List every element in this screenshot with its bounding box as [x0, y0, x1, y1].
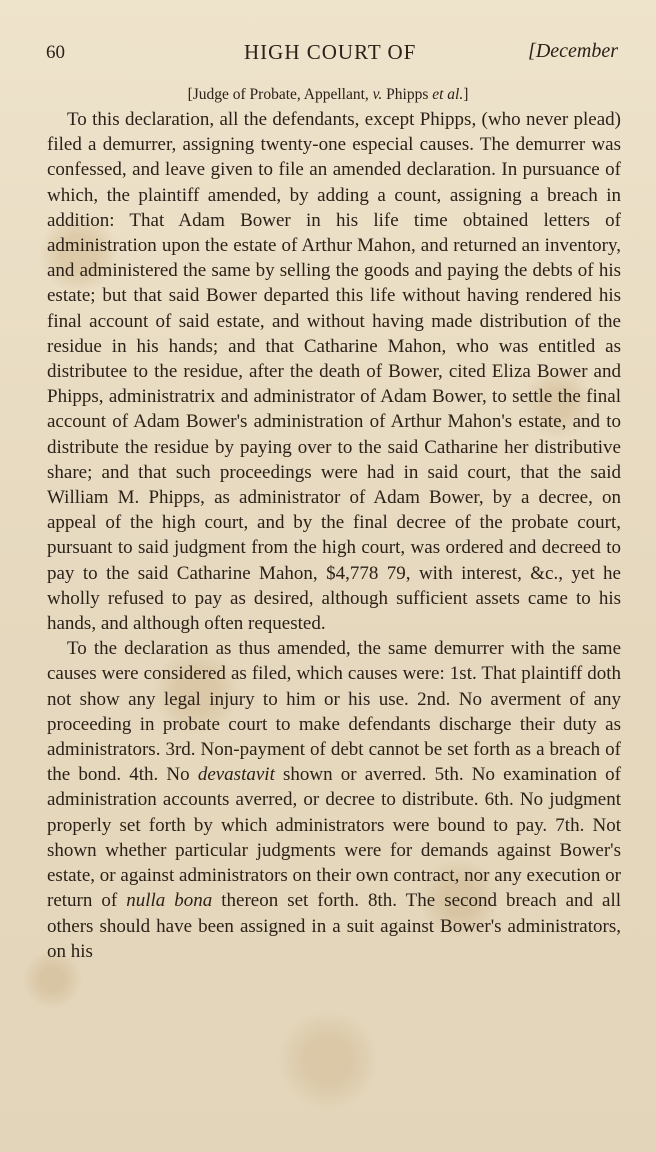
page-number: 60: [46, 42, 65, 63]
paragraph-2-part-3: thereon set forth. 8th. The second breach and all others should have been assigned in a suit against Bower's administrators, on his: [47, 890, 621, 962]
paragraph-2-part-2: shown or averred. 5th. No examination of administration accounts averred, or decree to distribute. 6th. No judgment properly set forth by which administrators were bound to pay. 7th. Not shown whether particular judgments were for demands against Bower's estate, or against administrators on their own contract, nor any execution or return of: [47, 764, 622, 912]
caption-close: ]: [463, 86, 469, 103]
caption-et-al: et al.: [432, 86, 464, 103]
caption-open: [Judge of Probate, Appellant,: [187, 86, 373, 103]
caption-versus: v.: [372, 86, 383, 103]
running-head-month: [December: [528, 40, 618, 62]
page-header: [46, 38, 618, 68]
paragraph-2-part-1: To the declaration as thus amended, the same demurrer with the same causes were considered as filed, which causes were: 1st. That plaintiff doth not show any legal injury to him or his use. 2nd. No averment of any proceeding in probate court to make defendants discharge their duty as administrators. 3rd. Non-payment of debt cannot be set forth as a breach of the bond. 4th. No: [47, 638, 621, 786]
case-caption: [0, 86, 656, 104]
paragraph-2-devastavit: devastavit: [197, 764, 275, 786]
paragraph-2: [47, 636, 621, 964]
paragraph-1: To this declaration, all the defendants, except Phipps, (who never plead) filed a demurrer, assigning twenty-one especial causes. The demurrer was confessed, and leave given to file an amended declaration. In pursuance of which, the plaintiff amended, by adding a count, assigning a breach in addition: That Adam Bower in his life time obtained letters of administration upon the estate of Arthur Mahon, and returned an inventory, and administered the same by selling the goods and paying the debts of his estate; but that said Bower departed this life without having rendered his final account of said estate, and without having made distribution of the residue in his hands; and that Catharine Mahon, who was entitled as distributee to the residue, after the death of Bower, cited Eliza Bower and Phipps, administratrix and administrator of Adam Bower, to settle the final account of Adam Bower's administration of Arthur Mahon's estate, and to distribute the residue by paying over to the said Catharine her distributive share; and that such proceedings were had in said court, that the said William M. Phipps, as administrator of Adam Bower, by a decree, on appeal of the high court, and by the final decree of the probate court, pursuant to said judgment from the high court, was ordered and decreed to pay to the said Catharine Mahon, $4,778 79, with interest, &c., yet he wholly refused to pay as desired, although sufficient assets came to his hands, and although often requested.: [47, 109, 621, 635]
running-head: HIGH COURT OF: [244, 40, 417, 64]
body-text: [47, 107, 621, 964]
paragraph-2-nulla-bona: nulla bona: [126, 890, 213, 912]
caption-middle: Phipps: [382, 86, 433, 103]
